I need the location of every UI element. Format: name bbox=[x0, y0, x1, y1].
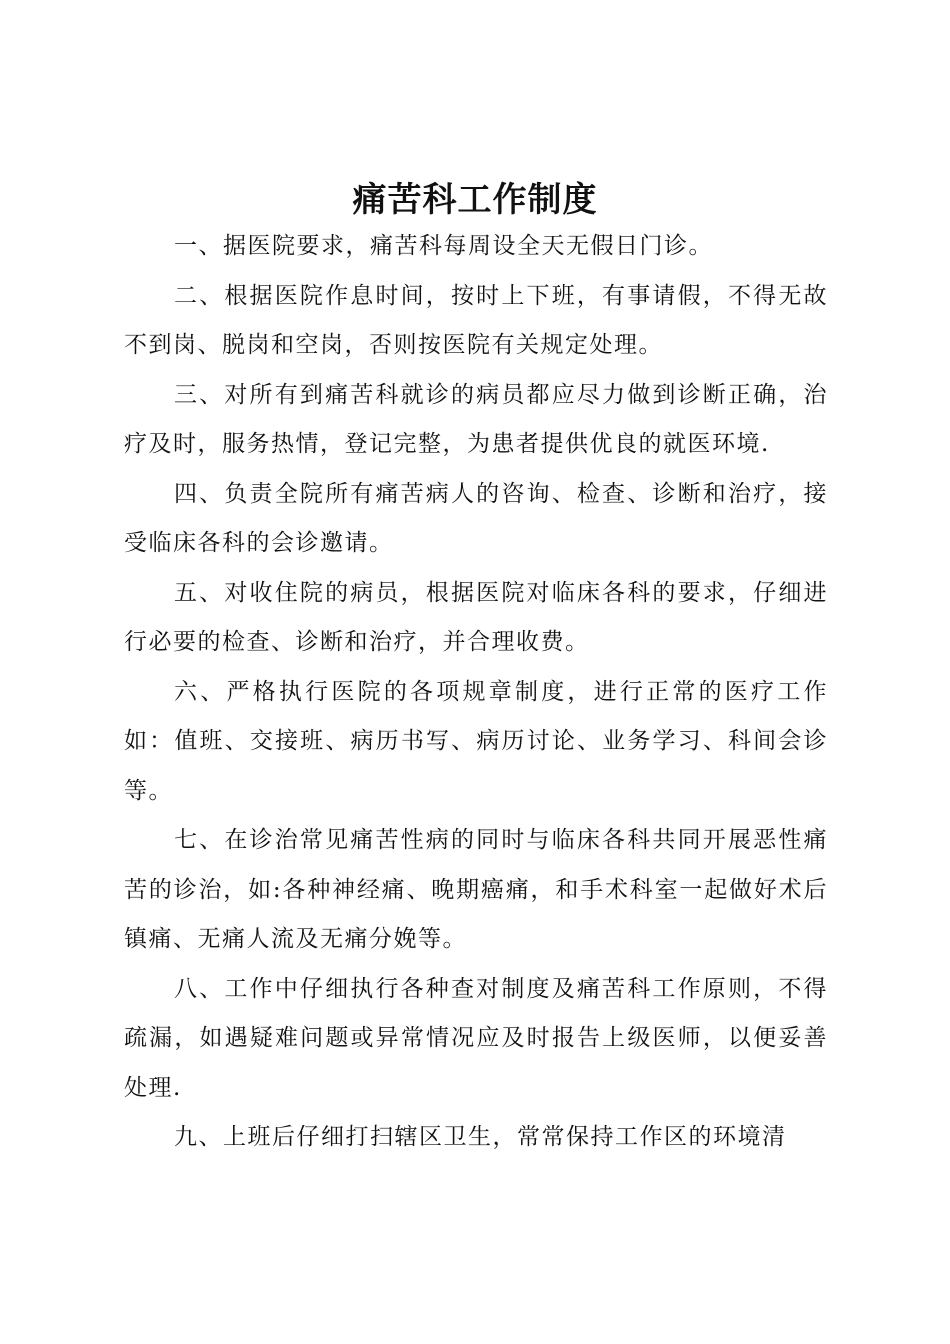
paragraph-9: 九、上班后仔细打扫辖区卫生，常常保持工作区的环境清 bbox=[174, 1124, 787, 1150]
paragraph-5: 五、对收住院的病员，根据医院对临床各科的要求，仔细进行必要的检查、诊断和治疗，并合理收费。 bbox=[124, 579, 828, 655]
paragraph-4: 四、负责全院所有痛苦病人的咨询、检查、诊断和治疗，接受临床各科的会诊邀请。 bbox=[124, 480, 828, 556]
paragraph-7: 七、在诊治常见痛苦性病的同时与临床各科共同开展恶性痛苦的诊治，如:各种神经痛、晚期癌痛，和手术科室一起做好术后镇痛、无痛人流及无痛分娩等。 bbox=[124, 827, 828, 952]
document-body bbox=[124, 222, 828, 1163]
document-title: 痛苦科工作制度 bbox=[352, 180, 598, 220]
paragraph-3: 三、对所有到痛苦科就诊的病员都应尽力做到诊断正确，治疗及时，服务热情，登记完整，为患者提供优良的就医环境. bbox=[124, 381, 828, 457]
paragraph-8: 八、工作中仔细执行各种查对制度及痛苦科工作原则，不得疏漏，如遇疑难问题或异常情况应及时报告上级医师，以便妥善处理. bbox=[124, 975, 828, 1101]
paragraph-2: 二、根据医院作息时间，按时上下班，有事请假，不得无故不到岗、脱岗和空岗，否则按医院有关规定处理。 bbox=[124, 282, 828, 358]
paragraph-6: 六、严格执行医院的各项规章制度，进行正常的医疗工作如：值班、交接班、病历书写、病历讨论、业务学习、科间会诊等。 bbox=[124, 678, 828, 804]
paragraph-1: 一、据医院要求，痛苦科每周设全天无假日门诊。 bbox=[174, 233, 713, 259]
